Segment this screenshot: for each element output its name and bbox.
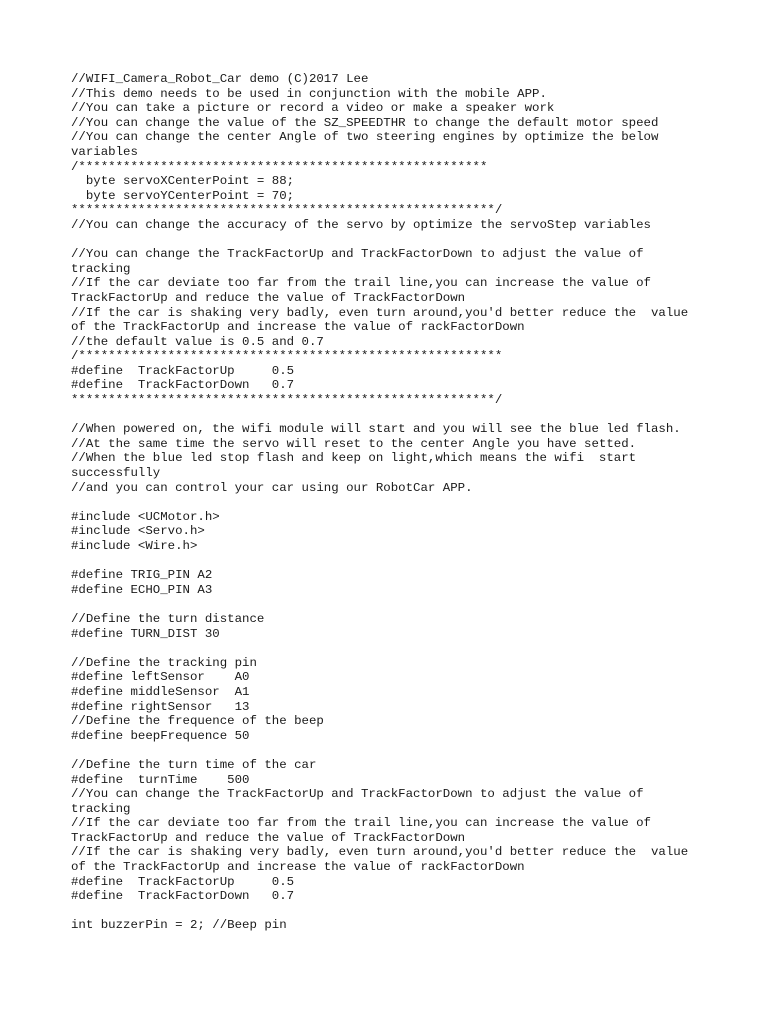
code-line: of the TrackFactorUp and increase the value of rackFactorDown xyxy=(71,320,525,335)
code-line: #define leftSensor A0 xyxy=(71,670,250,685)
code-line: //Define the turn time of the car xyxy=(71,757,317,772)
code-line: #define TRIG_PIN A2 xyxy=(71,568,213,583)
code-line: #include <Wire.h> xyxy=(71,539,198,553)
code-line: //If the car is shaking very badly, even turn around,you'd better reduce the value xyxy=(71,845,689,860)
code-line: //You can take a picture or record a video or make a speaker work xyxy=(71,101,555,116)
code-line xyxy=(71,495,751,510)
code-line: #define TURN_DIST 30 xyxy=(71,626,220,641)
code-line: #define ECHO_PIN A3 xyxy=(71,582,213,597)
code-line: //the default value is 0.5 and 0.7 xyxy=(71,334,324,349)
code-line: TrackFactorUp and reduce the value of TrackFactorDown xyxy=(71,290,466,305)
code-line: #define TrackFactorUp 0.5 xyxy=(71,874,295,889)
code-line: //When the blue led stop flash and keep on light,which means the wifi start xyxy=(71,451,637,466)
code-line xyxy=(71,233,751,248)
code-line xyxy=(71,408,751,423)
code-line: //If the car deviate too far from the trail line,you can increase the value of xyxy=(71,816,651,831)
code-line: //You can change the value of the SZ_SPEEDTHR to change the default motor speed xyxy=(71,115,659,130)
code-line: TrackFactorUp and reduce the value of TrackFactorDown xyxy=(71,830,466,845)
code-line: //Define the tracking pin xyxy=(71,655,257,670)
code-line: //Define the turn distance xyxy=(71,611,265,626)
code-line: byte servoYCenterPoint = 70; xyxy=(71,188,295,203)
code-line: #define middleSensor A1 xyxy=(71,684,250,699)
code-line: #define TrackFactorDown 0.7 xyxy=(71,378,295,393)
code-line: //When powered on, the wifi module will start and you will see the blue led flash. xyxy=(71,422,681,437)
code-line: //At the same time the servo will reset to the center Angle you have setted. xyxy=(71,436,637,451)
code-line: #include <UCMotor.h> xyxy=(71,509,220,524)
code-line xyxy=(71,904,751,919)
code-line xyxy=(71,641,751,656)
code-line: #define TrackFactorUp 0.5 xyxy=(71,363,295,378)
code-line: #define turnTime 500 xyxy=(71,772,250,787)
code-line: //Define the frequence of the beep xyxy=(71,714,324,729)
code-line: //You can change the accuracy of the servo by optimize the servoStep variables xyxy=(71,217,651,232)
code-line: *********************************************************/ xyxy=(71,203,503,218)
code-line xyxy=(71,743,751,758)
code-line: /******************************************************* xyxy=(71,159,488,174)
code-line: //This demo needs to be used in conjunction with the mobile APP. xyxy=(71,86,547,101)
code-line: of the TrackFactorUp and increase the value of rackFactorDown xyxy=(71,860,525,875)
code-line xyxy=(71,554,751,569)
code-line: //You can change the center Angle of two steering engines by optimize the below xyxy=(71,130,659,145)
code-line: //You can change the TrackFactorUp and TrackFactorDown to adjust the value of xyxy=(71,787,644,802)
code-line: //You can change the TrackFactorUp and TrackFactorDown to adjust the value of xyxy=(71,247,644,262)
code-line: int buzzerPin = 2; //Beep pin xyxy=(71,918,287,933)
code-line: *********************************************************/ xyxy=(71,393,503,408)
code-line: #define TrackFactorDown 0.7 xyxy=(71,889,295,904)
code-listing xyxy=(71,72,751,933)
code-line: /********************************************************* xyxy=(71,349,503,364)
code-line: #define rightSensor 13 xyxy=(71,699,250,714)
code-line: //If the car is shaking very badly, even turn around,you'd better reduce the value xyxy=(71,305,689,320)
code-line: #include <Servo.h> xyxy=(71,524,205,539)
code-line: //and you can control your car using our RobotCar APP. xyxy=(71,480,473,495)
code-line: variables xyxy=(71,144,138,159)
code-line xyxy=(71,597,751,612)
code-line: tracking xyxy=(71,801,131,816)
code-line: //WIFI_Camera_Robot_Car demo (C)2017 Lee xyxy=(71,72,369,86)
code-line: //If the car deviate too far from the trail line,you can increase the value of xyxy=(71,276,651,291)
code-line: #define beepFrequence 50 xyxy=(71,728,250,743)
code-line: successfully xyxy=(71,466,161,481)
code-line: tracking xyxy=(71,261,131,276)
code-line: byte servoXCenterPoint = 88; xyxy=(71,174,295,189)
